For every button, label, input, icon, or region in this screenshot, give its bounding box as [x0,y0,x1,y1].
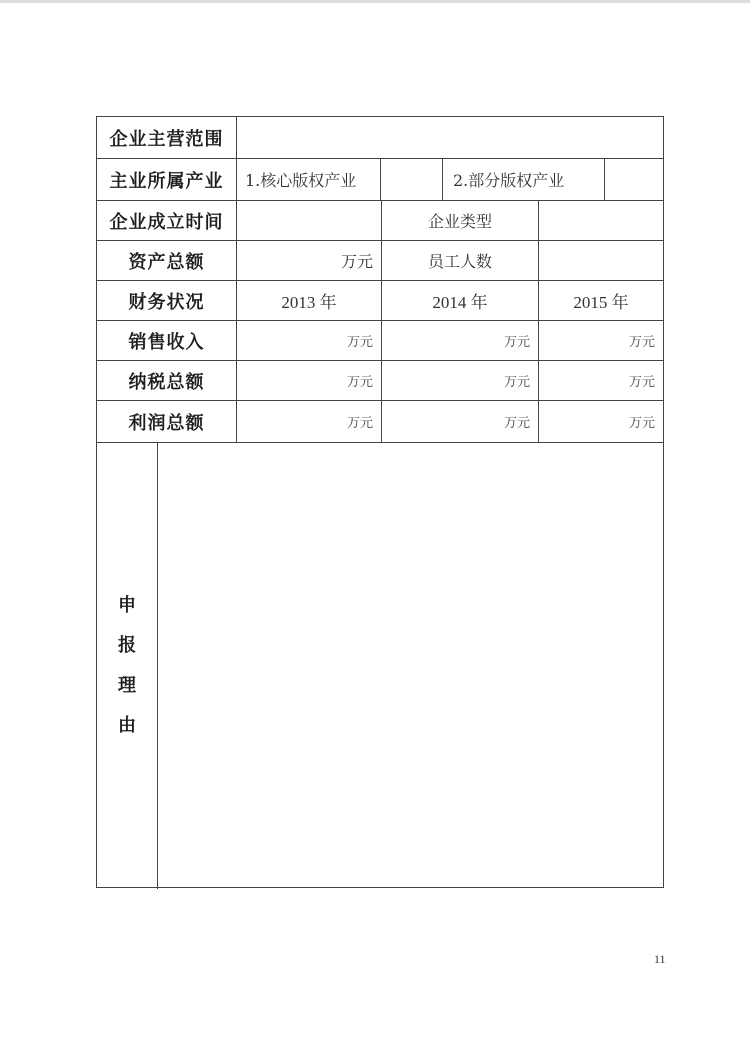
assets-unit: 万元 [340,252,373,271]
year-2014: 2014 年 [382,281,539,320]
reason-field[interactable] [158,443,663,887]
reason-label [97,443,158,889]
sales-2014-field[interactable] [382,321,539,360]
industry-partial-checkbox[interactable] [605,159,663,200]
tax-2014-field[interactable] [382,361,539,400]
company-type-field[interactable] [539,201,663,240]
business-scope-field[interactable] [237,117,663,158]
sales-label: 销售收入 [97,321,237,360]
industry-option-partial: 2.部分版权产业 [443,159,605,200]
industry-core-checkbox[interactable] [381,159,443,200]
tax-label: 纳税总额 [97,361,237,400]
tax-2014-unit: 万元 [503,375,530,390]
tax-2013-unit: 万元 [346,375,373,390]
established-label: 企业成立时间 [97,201,237,240]
company-type-label: 企业类型 [382,201,539,240]
tax-2013-field[interactable] [237,361,382,400]
established-field[interactable] [237,201,382,240]
industry-option-core: 1.核心版权产业 [237,159,381,200]
reason-label-char: 理 [118,675,136,696]
year-2013: 2013 年 [237,281,382,320]
reason-label-char: 申 [118,595,136,616]
sales-2015-field[interactable] [539,321,663,360]
row-finance [97,281,663,321]
page-number: 11 [654,952,666,966]
profit-2014-unit: 万元 [503,416,530,431]
application-form-table [96,116,664,888]
profit-label: 利润总额 [97,401,237,442]
tax-2015-field[interactable] [539,361,663,400]
tax-2015-unit: 万元 [628,375,655,390]
finance-label: 财务状况 [97,281,237,320]
sales-2013-field[interactable] [237,321,382,360]
assets-field[interactable] [237,241,382,280]
row-sales [97,321,663,361]
row-profit [97,401,663,443]
profit-2013-unit: 万元 [346,416,373,431]
reason-label-char: 由 [118,715,136,736]
profit-2013-field[interactable] [237,401,382,442]
business-scope-label: 企业主营范围 [97,117,237,158]
employees-field[interactable] [539,241,663,280]
row-business-scope [97,117,663,159]
sales-2013-unit: 万元 [346,335,373,350]
row-assets [97,241,663,281]
assets-label: 资产总额 [97,241,237,280]
sales-2015-unit: 万元 [628,335,655,350]
row-established [97,201,663,241]
sales-2014-unit: 万元 [503,335,530,350]
page-top-edge [0,0,750,3]
profit-2015-unit: 万元 [628,416,655,431]
employees-label: 员工人数 [382,241,539,280]
profit-2014-field[interactable] [382,401,539,442]
profit-2015-field[interactable] [539,401,663,442]
reason-label-char: 报 [118,635,136,656]
row-tax [97,361,663,401]
year-2015: 2015 年 [573,293,629,312]
industry-label: 主业所属产业 [97,159,237,200]
row-industry [97,159,663,201]
